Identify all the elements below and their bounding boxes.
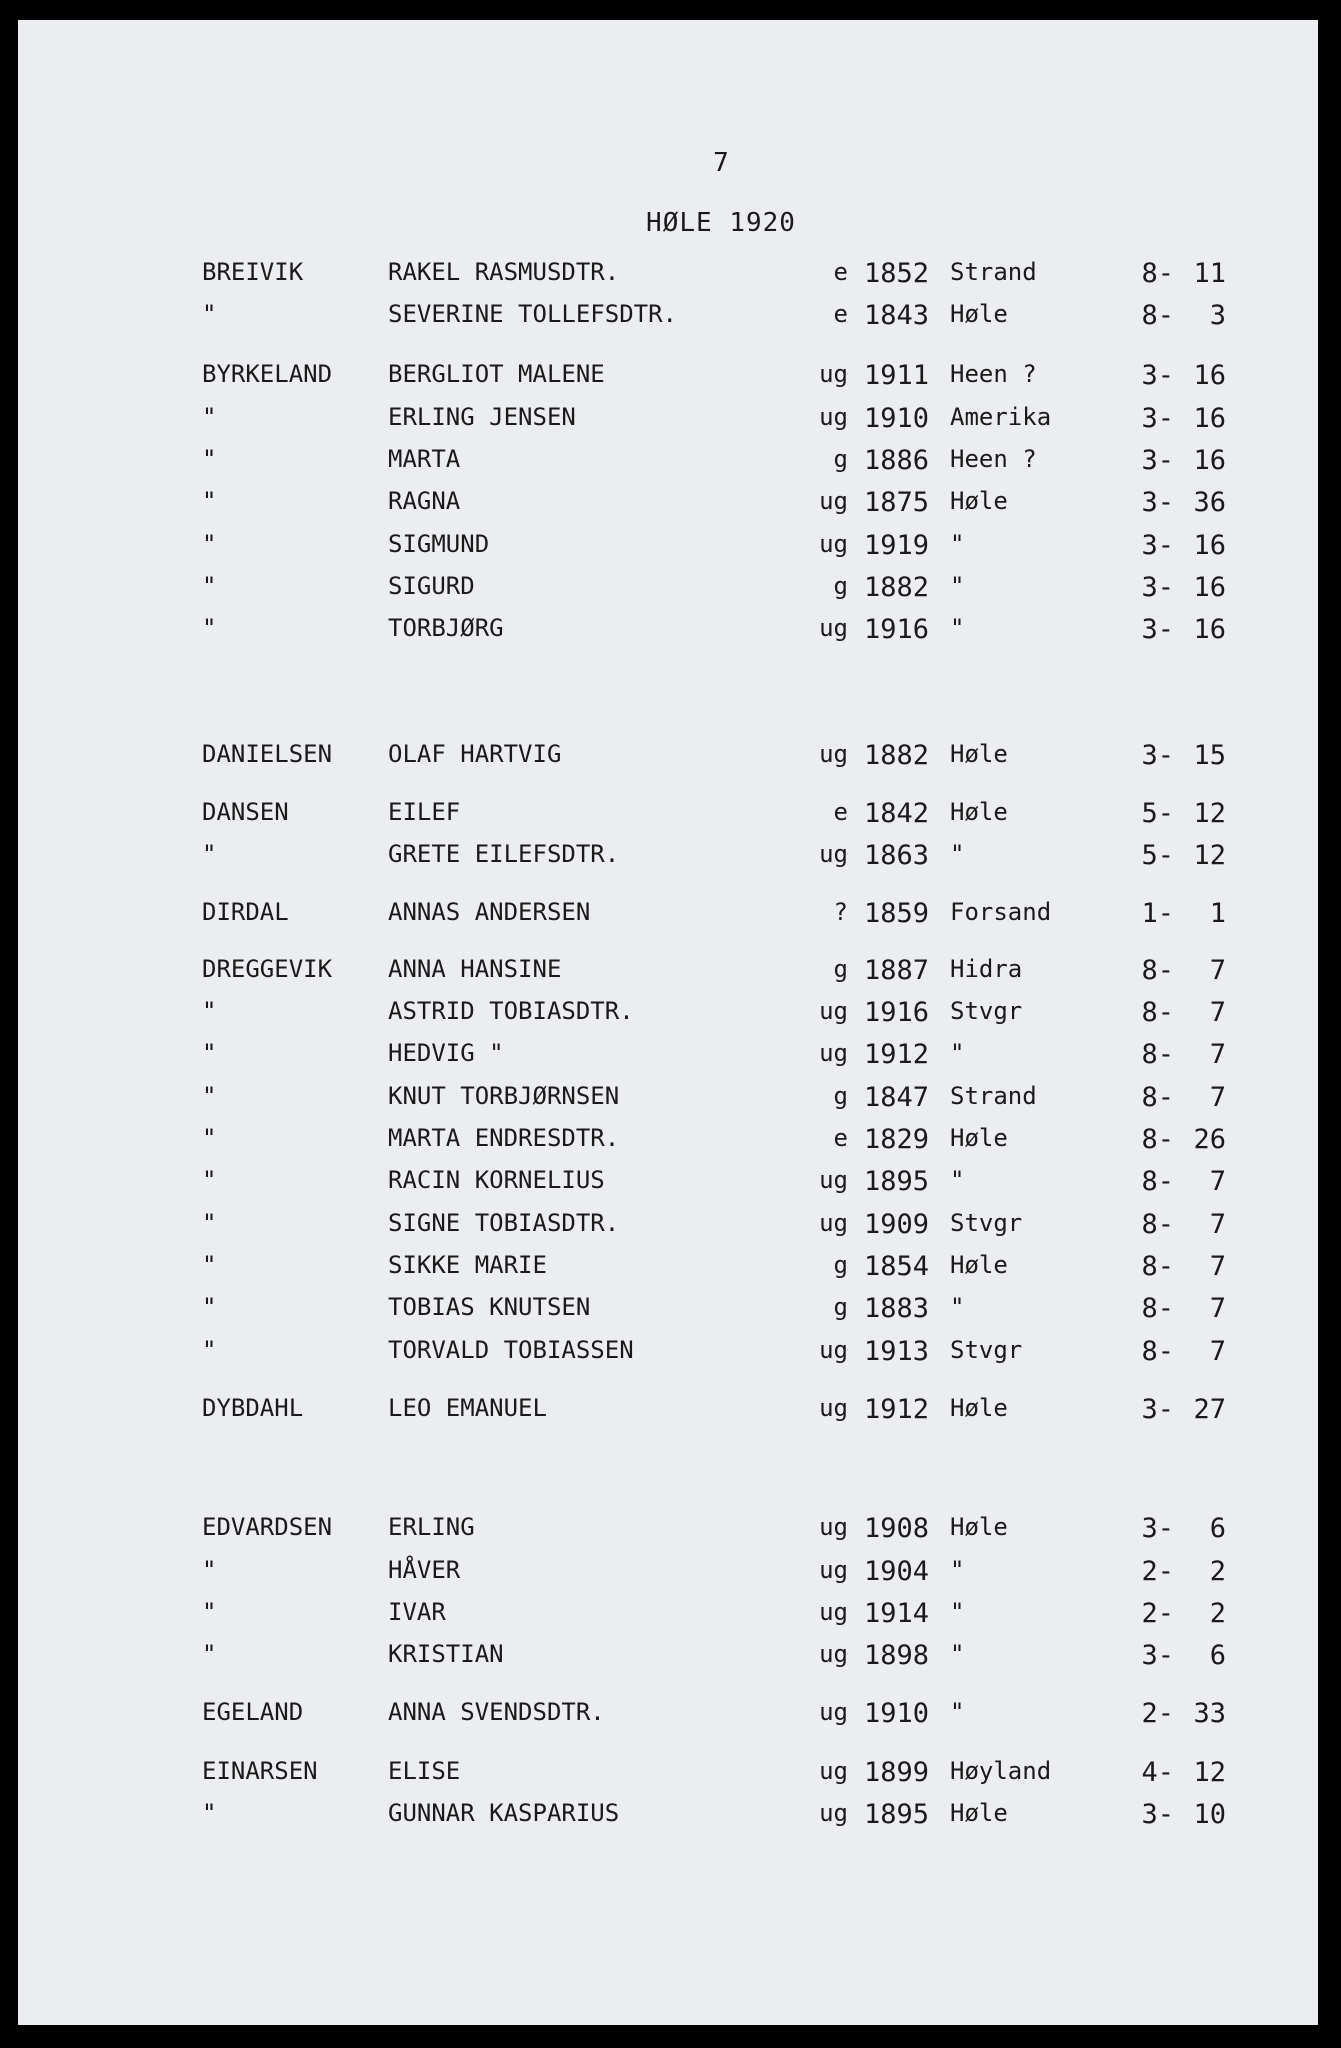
row-given: SIGMUND	[388, 530, 490, 558]
row-status: ug	[819, 1166, 848, 1194]
table-row	[18, 898, 1318, 938]
table-row	[18, 487, 1318, 527]
table-row	[18, 740, 1318, 780]
row-year: 1847	[864, 1082, 930, 1113]
table-row	[18, 1598, 1318, 1638]
row-year: 1914	[864, 1598, 930, 1629]
row-year: 1908	[864, 1513, 930, 1544]
row-status: ug	[819, 997, 848, 1025]
row-given: KNUT TORBJØRNSEN	[388, 1082, 620, 1110]
row-year: 1859	[864, 898, 930, 929]
row-place: Heen ?	[950, 360, 1037, 388]
row-ref2: 16	[1193, 614, 1226, 645]
row-year: 1875	[864, 487, 930, 518]
table-row	[18, 1698, 1318, 1738]
row-ref2: 7	[1209, 1251, 1226, 1282]
row-ref1: 8-	[1141, 1336, 1174, 1367]
row-ref1: 3-	[1141, 614, 1174, 645]
row-ref2: 7	[1209, 955, 1226, 986]
row-status: g	[833, 572, 848, 600]
row-given: ANNA HANSINE	[388, 955, 562, 983]
row-given: ANNA SVENDSDTR.	[388, 1698, 605, 1726]
row-place: "	[950, 1598, 965, 1626]
table-row	[18, 403, 1318, 443]
row-place: Høyland	[950, 1757, 1052, 1785]
row-status: ug	[819, 1757, 848, 1785]
row-ref1: 2-	[1141, 1698, 1174, 1729]
row-status: ug	[819, 1556, 848, 1584]
row-ref1: 3-	[1141, 572, 1174, 603]
row-surname: DYBDAHL	[202, 1394, 304, 1422]
row-ref1: 2-	[1141, 1556, 1174, 1587]
row-given: GRETE EILEFSDTR.	[388, 840, 620, 868]
row-year: 1899	[864, 1757, 930, 1788]
row-given: RAGNA	[388, 487, 461, 515]
row-given: HÅVER	[388, 1556, 461, 1584]
row-status: g	[833, 1293, 848, 1321]
row-given: RAKEL RASMUSDTR.	[388, 258, 620, 286]
row-place: Hidra	[950, 955, 1023, 983]
row-surname: DIRDAL	[202, 898, 289, 926]
row-status: e	[833, 300, 848, 328]
row-status: g	[833, 1251, 848, 1279]
row-ref1: 3-	[1141, 1640, 1174, 1671]
row-status: e	[833, 1124, 848, 1152]
row-year: 1886	[864, 445, 930, 476]
row-year: 1843	[864, 300, 930, 331]
row-year: 1863	[864, 840, 930, 871]
row-ref2: 2	[1209, 1556, 1226, 1587]
table-row	[18, 1209, 1318, 1249]
row-year: 1911	[864, 360, 930, 391]
row-surname: "	[202, 614, 217, 642]
row-place: Høle	[950, 1513, 1008, 1541]
row-ref1: 3-	[1141, 530, 1174, 561]
row-year: 1842	[864, 798, 930, 829]
row-ref1: 3-	[1141, 403, 1174, 434]
row-ref1: 3-	[1141, 740, 1174, 771]
row-given: OLAF HARTVIG	[388, 740, 562, 768]
row-ref2: 7	[1209, 997, 1226, 1028]
row-surname: "	[202, 403, 217, 431]
table-row	[18, 300, 1318, 340]
row-year: 1904	[864, 1556, 930, 1587]
row-ref2: 11	[1193, 258, 1226, 289]
row-ref1: 8-	[1141, 300, 1174, 331]
table-row	[18, 1556, 1318, 1596]
row-surname: BYRKELAND	[202, 360, 333, 388]
row-place: "	[950, 1293, 965, 1321]
row-surname: "	[202, 1124, 217, 1152]
row-given: TOBIAS KNUTSEN	[388, 1293, 591, 1321]
row-year: 1913	[864, 1336, 930, 1367]
row-ref2: 16	[1193, 530, 1226, 561]
row-given: ELISE	[388, 1757, 461, 1785]
row-year: 1854	[864, 1251, 930, 1282]
row-year: 1910	[864, 403, 930, 434]
table-row	[18, 1336, 1318, 1376]
row-given: EILEF	[388, 798, 461, 826]
row-given: GUNNAR KASPARIUS	[388, 1799, 620, 1827]
row-ref2: 7	[1209, 1082, 1226, 1113]
table-row	[18, 258, 1318, 298]
row-surname: DREGGEVIK	[202, 955, 333, 983]
row-ref2: 16	[1193, 403, 1226, 434]
row-status: ug	[819, 360, 848, 388]
page-title: HØLE 1920	[646, 208, 796, 238]
row-ref2: 1	[1209, 898, 1226, 929]
row-status: ug	[819, 1394, 848, 1422]
row-ref2: 2	[1209, 1598, 1226, 1629]
row-place: "	[950, 572, 965, 600]
row-given: HEDVIG "	[388, 1039, 504, 1067]
row-status: ug	[819, 1209, 848, 1237]
table-row	[18, 1293, 1318, 1333]
row-surname: EINARSEN	[202, 1757, 318, 1785]
row-place: Høle	[950, 1124, 1008, 1152]
row-surname: "	[202, 300, 217, 328]
row-place: "	[950, 530, 965, 558]
row-place: Høle	[950, 487, 1008, 515]
row-year: 1916	[864, 997, 930, 1028]
row-ref1: 3-	[1141, 445, 1174, 476]
row-surname: "	[202, 1293, 217, 1321]
table-row	[18, 572, 1318, 612]
row-ref1: 5-	[1141, 798, 1174, 829]
table-row	[18, 1757, 1318, 1797]
row-year: 1852	[864, 258, 930, 289]
row-place: Strand	[950, 258, 1037, 286]
row-ref1: 4-	[1141, 1757, 1174, 1788]
row-surname: BREIVIK	[202, 258, 304, 286]
row-place: Høle	[950, 300, 1008, 328]
row-status: ug	[819, 1799, 848, 1827]
row-year: 1912	[864, 1039, 930, 1070]
table-row	[18, 1640, 1318, 1680]
row-ref1: 3-	[1141, 487, 1174, 518]
row-ref1: 3-	[1141, 1513, 1174, 1544]
table-row	[18, 445, 1318, 485]
row-year: 1912	[864, 1394, 930, 1425]
row-surname: "	[202, 997, 217, 1025]
row-ref2: 3	[1209, 300, 1226, 331]
row-given: MARTA ENDRESDTR.	[388, 1124, 620, 1152]
row-status: ug	[819, 1039, 848, 1067]
row-place: Forsand	[950, 898, 1052, 926]
row-ref2: 7	[1209, 1166, 1226, 1197]
row-ref1: 8-	[1141, 1209, 1174, 1240]
row-ref2: 10	[1193, 1799, 1226, 1830]
row-ref2: 16	[1193, 572, 1226, 603]
row-status: ug	[819, 403, 848, 431]
row-status: ug	[819, 740, 848, 768]
row-given: ASTRID TOBIASDTR.	[388, 997, 634, 1025]
table-row	[18, 1082, 1318, 1122]
row-year: 1898	[864, 1640, 930, 1671]
row-ref2: 15	[1193, 740, 1226, 771]
row-status: g	[833, 955, 848, 983]
row-place: Høle	[950, 1394, 1008, 1422]
row-year: 1882	[864, 572, 930, 603]
row-given: TORVALD TOBIASSEN	[388, 1336, 634, 1364]
row-given: MARTA	[388, 445, 461, 473]
row-surname: "	[202, 1209, 217, 1237]
row-status: g	[833, 445, 848, 473]
row-ref1: 8-	[1141, 1166, 1174, 1197]
row-surname: "	[202, 1556, 217, 1584]
row-status: ?	[833, 898, 848, 926]
row-place: Amerika	[950, 403, 1052, 431]
row-surname: "	[202, 840, 217, 868]
table-row	[18, 530, 1318, 570]
table-row	[18, 840, 1318, 880]
row-ref1: 8-	[1141, 1251, 1174, 1282]
row-ref1: 8-	[1141, 1293, 1174, 1324]
row-surname: "	[202, 1082, 217, 1110]
row-ref1: 8-	[1141, 955, 1174, 986]
row-year: 1895	[864, 1799, 930, 1830]
row-ref1: 8-	[1141, 997, 1174, 1028]
row-surname: "	[202, 1336, 217, 1364]
row-given: BERGLIOT MALENE	[388, 360, 605, 388]
row-status: g	[833, 1082, 848, 1110]
row-status: ug	[819, 1513, 848, 1541]
row-status: ug	[819, 1598, 848, 1626]
row-surname: EGELAND	[202, 1698, 304, 1726]
row-place: "	[950, 1640, 965, 1668]
row-ref1: 8-	[1141, 1124, 1174, 1155]
table-row	[18, 1394, 1318, 1434]
row-surname: "	[202, 1799, 217, 1827]
table-row	[18, 955, 1318, 995]
row-place: Stvgr	[950, 1209, 1023, 1237]
row-ref2: 7	[1209, 1039, 1226, 1070]
row-year: 1910	[864, 1698, 930, 1729]
row-ref1: 8-	[1141, 1082, 1174, 1113]
row-given: LEO EMANUEL	[388, 1394, 547, 1422]
row-given: ANNAS ANDERSEN	[388, 898, 591, 926]
row-place: Stvgr	[950, 1336, 1023, 1364]
table-row	[18, 614, 1318, 654]
row-year: 1919	[864, 530, 930, 561]
row-surname: "	[202, 1166, 217, 1194]
row-given: KRISTIAN	[388, 1640, 504, 1668]
table-row	[18, 360, 1318, 400]
row-ref1: 3-	[1141, 1394, 1174, 1425]
row-place: "	[950, 1698, 965, 1726]
row-surname: DANSEN	[202, 798, 289, 826]
row-year: 1895	[864, 1166, 930, 1197]
row-given: ERLING JENSEN	[388, 403, 576, 431]
table-row	[18, 1251, 1318, 1291]
row-place: Heen ?	[950, 445, 1037, 473]
row-place: Høle	[950, 798, 1008, 826]
row-status: e	[833, 258, 848, 286]
row-surname: "	[202, 1640, 217, 1668]
row-ref1: 8-	[1141, 258, 1174, 289]
row-ref2: 7	[1209, 1209, 1226, 1240]
row-ref2: 16	[1193, 360, 1226, 391]
table-row	[18, 1799, 1318, 1839]
table-row	[18, 1124, 1318, 1164]
table-row	[18, 997, 1318, 1037]
row-status: ug	[819, 1698, 848, 1726]
row-given: SIGURD	[388, 572, 475, 600]
row-surname: "	[202, 487, 217, 515]
row-ref2: 12	[1193, 840, 1226, 871]
row-given: SIKKE MARIE	[388, 1251, 547, 1279]
row-status: ug	[819, 1640, 848, 1668]
row-ref1: 8-	[1141, 1039, 1174, 1070]
row-status: ug	[819, 487, 848, 515]
row-ref2: 27	[1193, 1394, 1226, 1425]
row-status: ug	[819, 1336, 848, 1364]
row-status: ug	[819, 840, 848, 868]
row-place: "	[950, 1556, 965, 1584]
row-place: Høle	[950, 740, 1008, 768]
row-surname: "	[202, 530, 217, 558]
row-place: Stvgr	[950, 997, 1023, 1025]
row-surname: "	[202, 1039, 217, 1067]
table-row	[18, 798, 1318, 838]
row-ref1: 1-	[1141, 898, 1174, 929]
row-place: Strand	[950, 1082, 1037, 1110]
row-ref2: 6	[1209, 1513, 1226, 1544]
row-given: TORBJØRG	[388, 614, 504, 642]
row-surname: EDVARDSEN	[202, 1513, 333, 1541]
row-place: "	[950, 614, 965, 642]
row-ref2: 26	[1193, 1124, 1226, 1155]
row-given: SEVERINE TOLLEFSDTR.	[388, 300, 677, 328]
table-row	[18, 1166, 1318, 1206]
row-place: Høle	[950, 1251, 1008, 1279]
page-number: 7	[713, 148, 729, 178]
row-surname: "	[202, 1598, 217, 1626]
row-place: "	[950, 840, 965, 868]
table-row	[18, 1039, 1318, 1079]
row-surname: "	[202, 572, 217, 600]
row-status: ug	[819, 614, 848, 642]
row-status: ug	[819, 530, 848, 558]
row-given: ERLING	[388, 1513, 475, 1541]
row-ref2: 36	[1193, 487, 1226, 518]
row-ref2: 7	[1209, 1293, 1226, 1324]
row-surname: "	[202, 445, 217, 473]
table-row	[18, 1513, 1318, 1553]
row-ref2: 12	[1193, 1757, 1226, 1788]
row-ref2: 6	[1209, 1640, 1226, 1671]
row-year: 1883	[864, 1293, 930, 1324]
row-ref1: 2-	[1141, 1598, 1174, 1629]
row-given: IVAR	[388, 1598, 446, 1626]
row-year: 1909	[864, 1209, 930, 1240]
row-ref2: 16	[1193, 445, 1226, 476]
row-year: 1829	[864, 1124, 930, 1155]
row-ref2: 7	[1209, 1336, 1226, 1367]
row-status: e	[833, 798, 848, 826]
row-place: "	[950, 1166, 965, 1194]
row-year: 1916	[864, 614, 930, 645]
row-given: RACIN KORNELIUS	[388, 1166, 605, 1194]
row-ref1: 3-	[1141, 1799, 1174, 1830]
row-place: "	[950, 1039, 965, 1067]
row-place: Høle	[950, 1799, 1008, 1827]
row-ref2: 12	[1193, 798, 1226, 829]
row-year: 1887	[864, 955, 930, 986]
row-given: SIGNE TOBIASDTR.	[388, 1209, 620, 1237]
row-surname: "	[202, 1251, 217, 1279]
row-ref1: 3-	[1141, 360, 1174, 391]
row-year: 1882	[864, 740, 930, 771]
row-surname: DANIELSEN	[202, 740, 333, 768]
row-ref1: 5-	[1141, 840, 1174, 871]
document-page	[18, 20, 1318, 2025]
row-ref2: 33	[1193, 1698, 1226, 1729]
